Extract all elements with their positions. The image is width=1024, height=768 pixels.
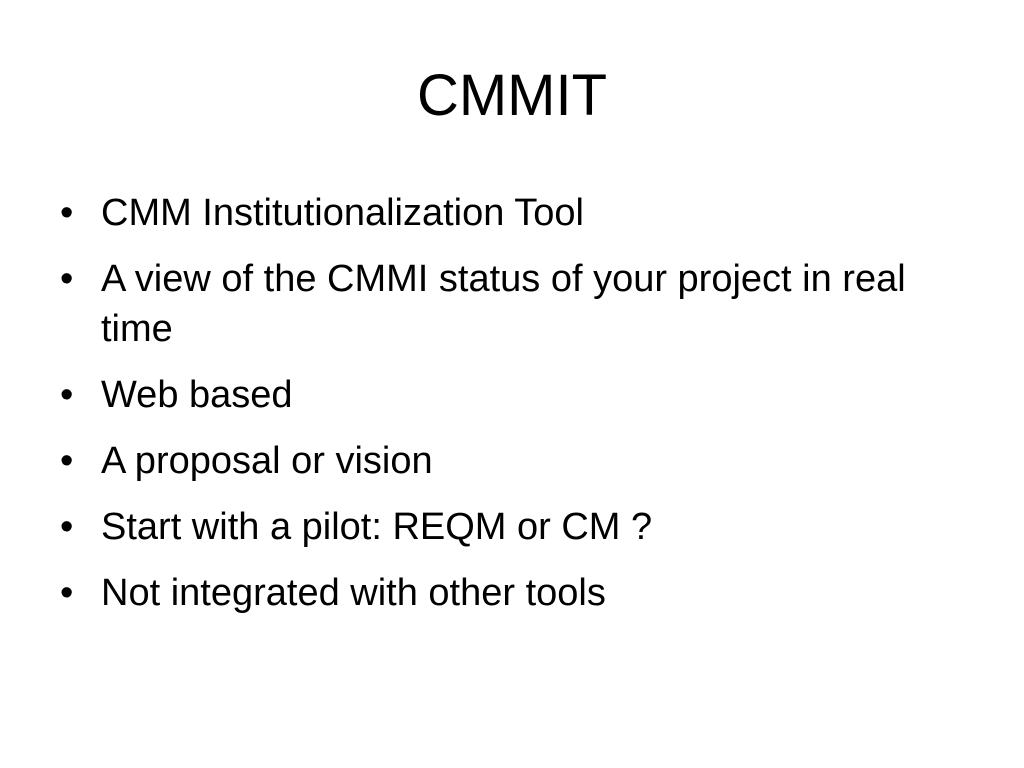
bullet-list	[60, 188, 960, 634]
bullet-marker: •	[60, 572, 74, 614]
bullet-text: Not integrated with other tools	[101, 572, 606, 614]
bullet-item	[60, 436, 960, 486]
bullet-item	[60, 502, 960, 552]
bullet-item	[60, 254, 960, 354]
slide-title: CMMIT	[416, 63, 608, 128]
bullet-text: Start with a pilot: REQM or CM ?	[101, 506, 653, 548]
bullet-item	[60, 188, 960, 238]
bullet-item	[60, 370, 960, 420]
bullet-text: CMM Institutionalization Tool	[101, 192, 584, 234]
bullet-marker: •	[60, 440, 74, 482]
bullet-text: A view of the CMMI status of your project in real time	[101, 258, 906, 350]
bullet-marker: •	[60, 192, 74, 234]
bullet-text: Web based	[101, 374, 293, 416]
bullet-marker: •	[60, 258, 74, 300]
bullet-marker: •	[60, 374, 74, 416]
bullet-marker: •	[60, 506, 74, 548]
bullet-item	[60, 568, 960, 618]
bullet-text: A proposal or vision	[101, 440, 433, 482]
